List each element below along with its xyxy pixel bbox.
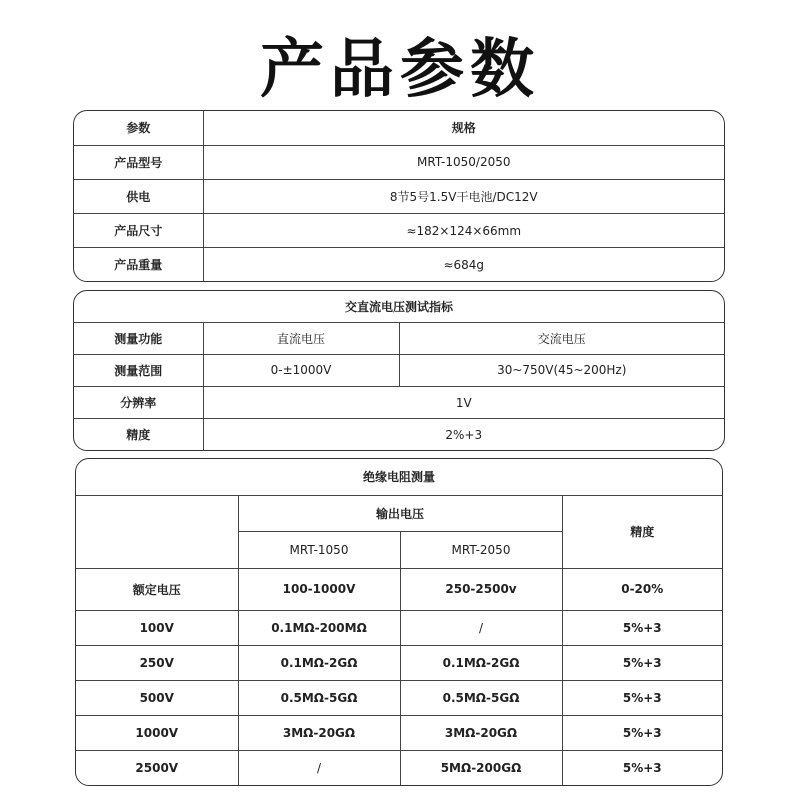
table-row [76, 751, 722, 785]
row-label: 测量范围 [74, 354, 203, 386]
row-label: 测量功能 [74, 322, 203, 354]
mrt2050-cell: 3MΩ-20GΩ [400, 716, 562, 751]
model-mrt2050-header: MRT-2050 [400, 531, 562, 568]
row-label: 产品重量 [74, 248, 203, 281]
mrt1050-cell: 0.5MΩ-5GΩ [238, 681, 400, 716]
accuracy-cell: 5%+3 [562, 716, 722, 751]
table-row [74, 387, 724, 419]
row-label: 1000V [76, 716, 238, 751]
table-row [76, 568, 722, 610]
insulation-table-title: 绝缘电阻测量 [76, 459, 722, 495]
table-row [74, 248, 724, 281]
empty-header-cell [76, 495, 238, 568]
mrt1050-cell: / [238, 751, 400, 785]
table-header-row [74, 111, 724, 145]
table-row [74, 354, 724, 386]
accuracy-cell: 5%+3 [562, 751, 722, 785]
mrt1050-cell: 0.1MΩ-2GΩ [238, 645, 400, 680]
table-row [76, 716, 722, 751]
dc-range-cell: 0-±1000V [203, 354, 399, 386]
voltage-spec-table [73, 290, 725, 451]
mrt2050-cell: 5MΩ-200GΩ [400, 751, 562, 785]
row-label: 2500V [76, 751, 238, 785]
insulation-table [75, 458, 723, 786]
table-row [74, 145, 724, 179]
basic-params-table [73, 110, 725, 282]
row-label: 精度 [74, 419, 203, 450]
table-row [74, 322, 724, 354]
table-title-row [76, 459, 722, 495]
accuracy-cell: 5%+3 [562, 645, 722, 680]
accuracy-value: 2%+3 [203, 419, 724, 450]
mrt2050-cell: 0.1MΩ-2GΩ [400, 645, 562, 680]
header-spec: 规格 [203, 111, 724, 145]
output-voltage-header: 输出电压 [238, 495, 562, 531]
mrt1050-cell: 3MΩ-20GΩ [238, 716, 400, 751]
table-row [76, 610, 722, 645]
accuracy-cell: 5%+3 [562, 610, 722, 645]
row-label: 产品型号 [74, 145, 203, 179]
table-row [76, 681, 722, 716]
table-row [74, 179, 724, 213]
mrt2050-cell: 250-2500v [400, 568, 562, 610]
row-label: 产品尺寸 [74, 213, 203, 247]
page-title: 产品参数 [260, 33, 540, 107]
voltage-table-title: 交直流电压测试指标 [74, 291, 724, 322]
mrt2050-cell: 0.5MΩ-5GΩ [400, 681, 562, 716]
table-row [74, 213, 724, 247]
row-label: 额定电压 [76, 568, 238, 610]
accuracy-cell: 0-20% [562, 568, 722, 610]
row-label: 分辨率 [74, 387, 203, 419]
row-value: ≈684g [203, 248, 724, 281]
row-label: 500V [76, 681, 238, 716]
table-header-row [76, 495, 722, 531]
row-label: 250V [76, 645, 238, 680]
mrt1050-cell: 0.1MΩ-200MΩ [238, 610, 400, 645]
row-value: ≈182×124×66mm [203, 213, 724, 247]
table-row [76, 645, 722, 680]
row-label: 100V [76, 610, 238, 645]
ac-range-cell: 30~750V(45~200Hz) [399, 354, 724, 386]
mrt2050-cell: / [400, 610, 562, 645]
row-label: 供电 [74, 179, 203, 213]
ac-voltage-cell: 交流电压 [399, 322, 724, 354]
row-value: MRT-1050/2050 [203, 145, 724, 179]
table-title-row [74, 291, 724, 322]
accuracy-header: 精度 [562, 495, 722, 568]
table-row [74, 419, 724, 450]
row-value: 8节5号1.5V干电池/DC12V [203, 179, 724, 213]
model-mrt1050-header: MRT-1050 [238, 531, 400, 568]
dc-voltage-cell: 直流电压 [203, 322, 399, 354]
resolution-value: 1V [203, 387, 724, 419]
accuracy-cell: 5%+3 [562, 681, 722, 716]
header-param: 参数 [74, 111, 203, 145]
mrt1050-cell: 100-1000V [238, 568, 400, 610]
